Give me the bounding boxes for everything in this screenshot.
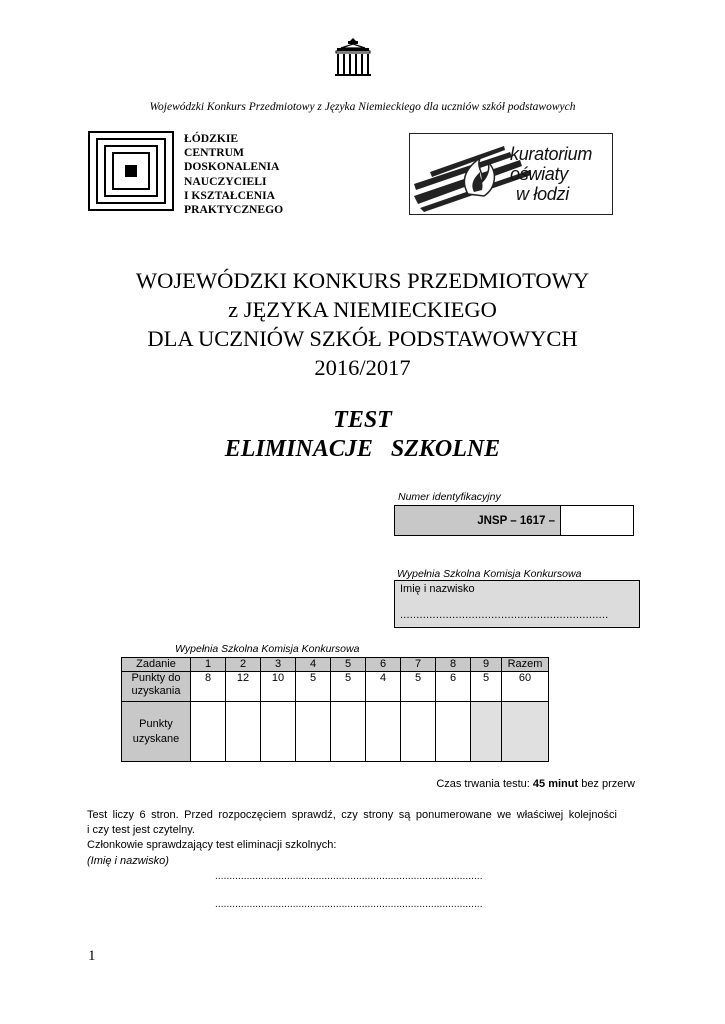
contest-title: [0, 266, 725, 382]
score-cell[interactable]: [296, 702, 331, 762]
max-points: 5: [296, 672, 331, 702]
komisja-label-table: Wypełnia Szkolna Komisja Konkursowa: [175, 643, 360, 655]
task-number: 5: [331, 658, 366, 672]
max-points-total: 60: [502, 672, 549, 702]
max-points: 5: [471, 672, 502, 702]
name-dots: ................................................................: [400, 609, 609, 621]
komisja-label: Wypełnia Szkolna Komisja Konkursowa: [397, 568, 582, 580]
score-cell[interactable]: [436, 702, 471, 762]
task-number: 7: [401, 658, 436, 672]
duration-prefix: Czas trwania testu:: [436, 778, 533, 790]
task-total-label: Razem: [502, 658, 549, 672]
table-row: [122, 658, 549, 672]
subtitle-line: ELIMINACJE SZKOLNE: [224, 436, 501, 462]
lcdnikp-line: PRAKTYCZNEGO: [184, 203, 284, 217]
name-field-label: Imię i nazwisko: [400, 583, 475, 595]
signature-line[interactable]: .............................................................................................: [215, 899, 483, 910]
test-subtitle: [0, 406, 725, 464]
score-cell[interactable]: [261, 702, 296, 762]
max-points: 6: [436, 672, 471, 702]
score-cell[interactable]: [366, 702, 401, 762]
task-number: 4: [296, 658, 331, 672]
page-number: 1: [88, 948, 96, 964]
duration: [436, 778, 635, 790]
id-label: Numer identyfikacyjny: [398, 491, 501, 503]
max-points: 8: [191, 672, 226, 702]
id-value-field[interactable]: [561, 506, 633, 535]
title-line: WOJEWÓDZKI KONKURS PRZEDMIOTOWY: [135, 268, 590, 293]
instructions-line: Test liczy 6 stron. Przed rozpoczęciem sprawdź, czy strony są ponumerowane we właściwej kolejności: [87, 809, 617, 821]
lcdnikp-line: DOSKONALENIA: [184, 160, 280, 174]
max-points: 4: [366, 672, 401, 702]
lcdnikp-logo: [88, 131, 174, 211]
subtitle-line: TEST: [333, 407, 392, 433]
instructions-line: Członkowie sprawdzający test eliminacji szkolnych:: [87, 839, 337, 852]
table-row: [122, 702, 549, 762]
max-points: 5: [331, 672, 366, 702]
id-code: JNSP – 1617 –: [395, 506, 561, 535]
duration-suffix: bez przerw: [578, 778, 635, 790]
row-label: Zadanie: [122, 658, 191, 672]
id-box: [394, 505, 634, 536]
kuratorium-text: [510, 144, 592, 204]
max-points: 10: [261, 672, 296, 702]
title-line: z JĘZYKA NIEMIECKIEGO: [228, 297, 497, 322]
kuratorium-line: kuratorium: [510, 144, 593, 164]
task-number: 8: [436, 658, 471, 672]
task-number: 6: [366, 658, 401, 672]
title-line: 2016/2017: [314, 355, 411, 380]
lcdnikp-line: CENTRUM: [184, 146, 244, 160]
kuratorium-line: oświaty: [510, 164, 568, 184]
brandenburg-gate-icon: [333, 38, 373, 78]
kuratorium-line: w łodzi: [516, 184, 569, 204]
score-cell[interactable]: [401, 702, 436, 762]
instructions-note: (Imię i nazwisko): [87, 854, 169, 867]
task-number: 2: [226, 658, 261, 672]
score-cell[interactable]: [226, 702, 261, 762]
task-number: 3: [261, 658, 296, 672]
score-cell[interactable]: [331, 702, 366, 762]
table-row: [122, 672, 549, 702]
score-cell[interactable]: [471, 702, 502, 762]
title-line: DLA UCZNIÓW SZKÓŁ PODSTAWOWYCH: [147, 326, 578, 351]
kuratorium-logo: [409, 133, 613, 215]
lcdnikp-name: [184, 132, 283, 217]
lcdnikp-line: I KSZTAŁCENIA: [184, 188, 275, 202]
signature-line[interactable]: .............................................................................................: [215, 871, 483, 882]
instructions-line: i czy test jest czytelny.: [87, 824, 195, 837]
max-points: 5: [401, 672, 436, 702]
lcdnikp-line: NAUCZYCIELI: [184, 174, 267, 188]
task-number: 1: [191, 658, 226, 672]
duration-value: 45 minut: [532, 778, 579, 790]
row-label: Punkty do uzyskania: [122, 672, 191, 702]
name-box[interactable]: [394, 580, 640, 628]
max-points: 12: [226, 672, 261, 702]
lcdnikp-line: ŁÓDZKIE: [184, 132, 239, 145]
task-number: 9: [471, 658, 502, 672]
score-table: [121, 657, 549, 762]
header-line: Wojewódzki Konkurs Przedmiotowy z Języka Niemieckiego dla uczniów szkół podstawowych: [149, 101, 576, 113]
instructions: [87, 808, 617, 869]
score-total-cell[interactable]: [502, 702, 549, 762]
row-label: Punkty uzyskane: [122, 702, 191, 762]
score-cell[interactable]: [191, 702, 226, 762]
